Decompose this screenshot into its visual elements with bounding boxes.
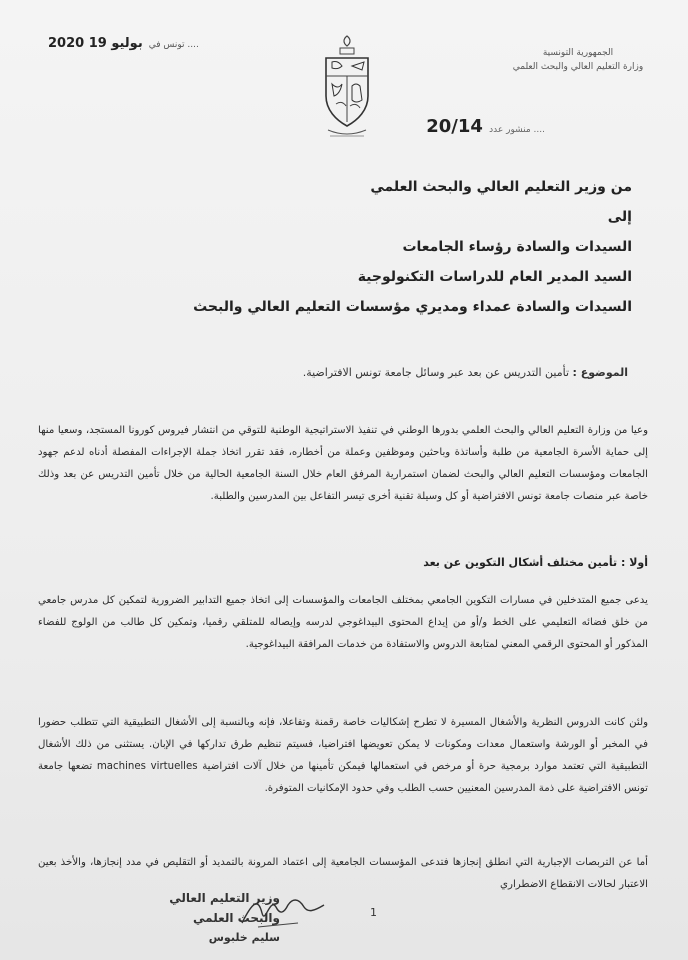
date-value: 2020 بوليو 19	[48, 36, 143, 51]
section-heading-1: أولا : تأمين مختلف أشكال التكوين عن بعد	[423, 556, 648, 569]
recipient-line-1: السيدات والسادة رؤساء الجامعات	[402, 239, 632, 255]
addressees-block	[72, 172, 632, 322]
page-number: 1	[370, 906, 377, 919]
sender-line: من وزير التعليم العالي والبحث العلمي	[370, 179, 632, 195]
paragraph-internships: أما عن التربصات الإجبارية التي انطلق إنجازها فتدعى المؤسسات الجامعية إلى اعتماد المرونة بالتمديد أو التقليص في مدد إنجازها، والأخذ بعين الاعتبار لحالات الانقطاع الاضطراري	[38, 857, 648, 890]
paragraph-intro: وعيا من وزارة التعليم العالي والبحث العلمي بدورها الوطني في تنفيذ الاستراتيجية الوطنية للتوقي من انتشار فيروس كورونا المستجد، وسعيا منها إلى حماية الأسرة الجامعية من طلبة وأساتذة وباحثين وموظفين وعملة من أخطاره، فقد تقرر اتخاذ جملة الإجراءات المفصلة أدناه لدعم جهود الجامعات ومؤسسات التعليم العالي والبحث لضمان استمرارية المرفق العام خلال السنة الجامعية الحالية من خلال تأمين التدريس عن بعد وذلك خاصة عبر منصات جامعة تونس الافتراضية أو كل وسيلة تقنية أخرى تيسر التفاعل بين المدرسين والطلبة.	[38, 425, 648, 502]
handwritten-signature	[238, 893, 328, 931]
stamp-line-1: وزير التعليم العالي	[169, 891, 280, 905]
tunisia-coat-of-arms-emblem	[318, 32, 376, 142]
subject-line	[68, 364, 628, 382]
recipient-line-3: السيدات والسادة عمداء ومديري مؤسسات التعليم العالي والبحث	[193, 299, 632, 315]
ministry-label: وزارة التعليم العالي والبحث العلمي	[512, 62, 644, 72]
document-date	[48, 36, 199, 51]
circular-reference	[375, 116, 545, 137]
reference-number: 20/14	[426, 116, 483, 137]
date-city-label: تونس في ....	[148, 40, 199, 50]
recipient-to-label: إلى	[607, 209, 632, 225]
subject-label: الموضوع :	[572, 366, 628, 379]
paragraph-section-1: يدعى جميع المتدخلين في مسارات التكوين الجامعي بمختلف الجامعات والمؤسسات إلى اتخاذ جميع التدابير الضرورية لتمكين كل مدرس جامعي من خلق فضائه التعليمي على الخط و/أو من إيداع المحتوى البيداغوجي لدرسه وإيصاله للمتلقي رقميا، وتمكين كل طالب من الولوج للفضاء المذكور أو المحتوى الرقمي المعني لمتابعة الدروس والاستفادة من خدمات المرافقة البيداغوجية.	[38, 595, 648, 650]
stamp-line-3: سليم خلبوس	[208, 931, 280, 944]
recipient-line-2: السيد المدير العام للدراسات التكنولوجية	[357, 269, 632, 285]
issuing-authority-block	[498, 46, 658, 74]
subject-text: تأمين التدريس عن بعد عبر وسائل جامعة تونس الافتراضية.	[302, 366, 570, 379]
stamp-line-2: والبحث العلمي	[193, 911, 280, 925]
paragraph-practical-work: ولئن كانت الدروس النظرية والأشغال المسيرة لا تطرح إشكاليات خاصة رقمنة وتفاعلا، فإنه وبالنسبة إلى الأشغال التطبيقية التي تتطلب حضورا في المخبر أو الورشة واستعمال معدات ومكونات لا يمكن تعويضها افتراضيا، فسيتم تنظيم طرق تداركها في الإبان. يستثنى من ذلك الأشغال التطبيقية التي تعتمد موارد برمجية حرة أو مرخص في استعمالها فيمكن تأمينها من خلال آلات افتراضية machines virtuelles تضعها جامعة تونس الافتراضية على ذمة المدرسين المعنيين حسب الطلب وفي حدود الإمكانيات المتوفرة.	[38, 717, 649, 794]
republic-label: الجمهورية التونسية	[542, 48, 614, 58]
reference-label: منشور عدد ....	[489, 125, 545, 135]
